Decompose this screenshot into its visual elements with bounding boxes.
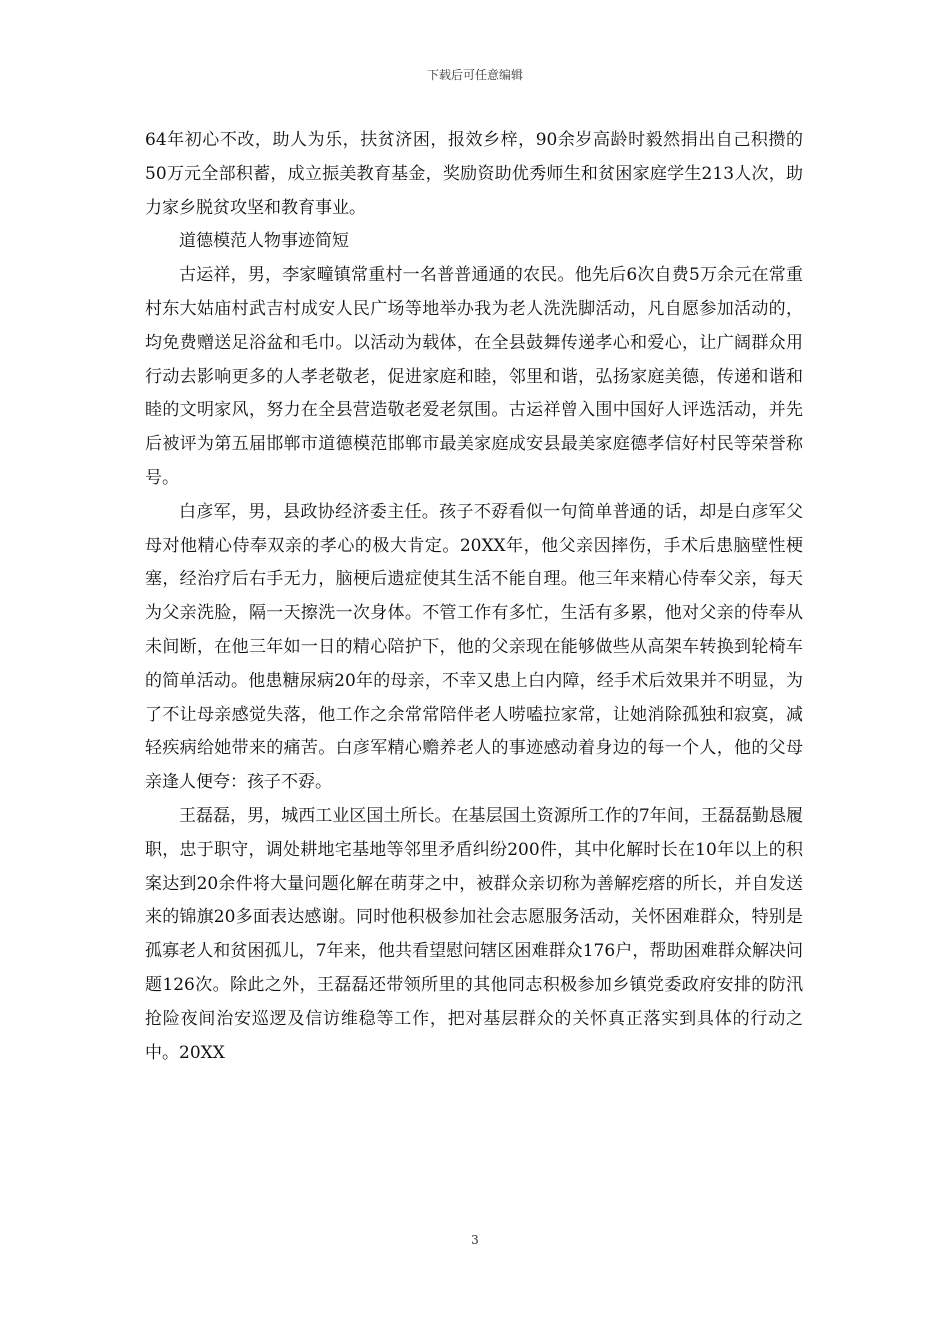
paragraph-gu-yunxiang: 古运祥，男，李家疃镇常重村一名普普通通的农民。他先后6次自费5万余元在常重村东大姑庙村武吉村成安人民广场等地举办我为老人洗洗脚活动，凡自愿参加活动的，均免费赠送足浴盆和毛巾。以活动为载体，在全县鼓舞传递孝心和爱心，让广阔群众用行动去影响更多的人孝老敬老，促进家庭和睦，邻里和谐，弘扬家庭美德，传递和谐和睦的文明家风，努力在全县营造敬老爱老氛围。古运祥曾入围中国好人评选活动，并先后被评为第五届邯郸市道德模范邯郸市最美家庭成安县最美家庭德孝信好村民等荣誉称号。 [145, 265, 803, 488]
paragraph-continued: 64年初心不改，助人为乐，扶贫济困，报效乡梓，90余岁高龄时毅然捐出自己积攒的50万元全部积蓄，成立振美教育基金，奖励资助优秀师生和贫困家庭学生213人次，助力家乡脱贫攻坚和教育事业。 [145, 130, 803, 218]
page-header: 下载后可任意编辑 [426, 68, 523, 82]
paragraph-bai-yanjun: 白彦军，男，县政协经济委主任。孩子不孬看似一句简单普通的话，却是白彦军父母对他精心侍奉双亲的孝心的极大肯定。20XX年，他父亲因摔伤，手术后患脑壁性梗塞，经治疗后右手无力，脑梗后遗症使其生活不能自理。他三年来精心侍奉父亲，每天为父亲洗脸，隔一天擦洗一次身体。不管工作有多忙，生活有多累，他对父亲的侍奉从未间断，在他三年如一日的精心陪护下，他的父亲现在能够做些从高架车转换到轮椅车的简单活动。他患糖尿病20年的母亲，不幸又患上白内障，经手术后效果并不明显，为了不让母亲感觉失落，他工作之余常常陪伴老人唠嗑拉家常，让她消除孤独和寂寞，减轻疾病给她带来的痛苦。白彦军精心赡养老人的事迹感动着身边的每一个人，他的父母亲逢人便夸：孩子不孬。 [145, 501, 803, 793]
section-heading: 道德模范人物事迹简短 [179, 231, 349, 252]
document-body [145, 124, 803, 1070]
paragraph-wang-leilei: 王磊磊，男，城西工业区国土所长。在基层国土资源所工作的7年间，王磊磊勤恳履职，忠于职守，调处耕地宅基地等邻里矛盾纠纷200件，其中化解时长在10年以上的积案达到20余件将大量问题化解在萌芽之中，被群众亲切称为善解疙瘩的所长，并自发送来的锦旗20多面表达感谢。同时他积极参加社会志愿服务活动，关怀困难群众，特别是孤寡老人和贫困孤儿，7年来，他共看望慰问辖区困难群众176户，帮助困难群众解决问题126次。除此之外，王磊磊还带领所里的其他同志积极参加乡镇党委政府安排的防汛抢险夜间治安巡逻及信访维稳等工作，把对基层群众的关怀真正落实到具体的行动之中。20XX [145, 805, 803, 1063]
page-number: 3 [471, 1233, 479, 1247]
